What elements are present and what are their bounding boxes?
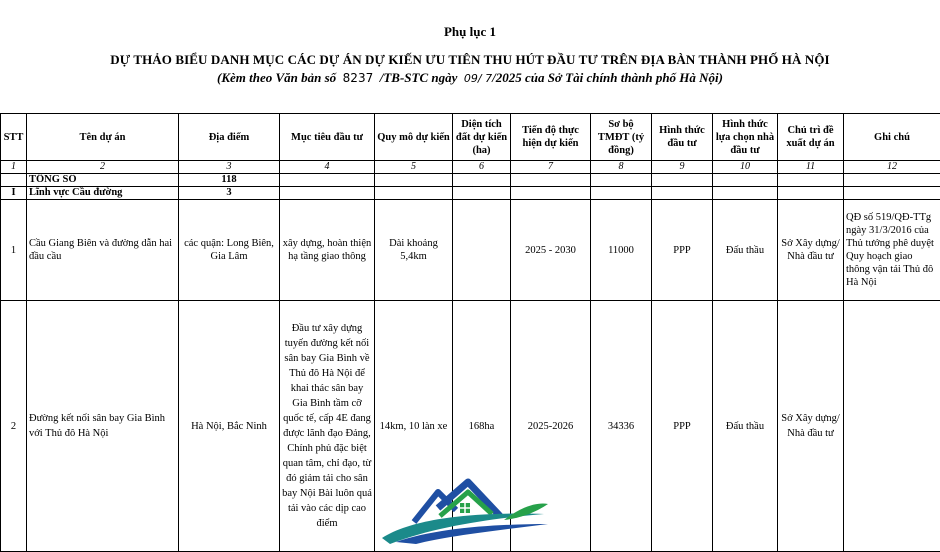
row-objective: Đầu tư xây dựng tuyến đường kết nối sân bay Gia Bình về Thủ đô Hà Nội để khai thác sân bay Gia Bình tầm cỡ quốc tế, cấp 4E đang được lãnh đạo Đảng, Chính phủ đặc biệt quan tâm, chỉ đạo, từ đó giảm tải cho sân bay Nội Bài luôn quá tải vào các dịp cao điểm	[280, 301, 375, 552]
header-name: Tên dự án	[27, 114, 179, 161]
leaf-shape	[504, 504, 548, 520]
row-location: Hà Nội, Bắc Ninh	[179, 301, 280, 552]
column-number: 10	[713, 161, 778, 174]
row-name: Đường kết nối sân bay Gia Bình với Thủ đô Hà Nội	[27, 301, 179, 552]
row-stt: 2	[1, 301, 27, 552]
sector-row	[1, 187, 940, 200]
column-number: 8	[591, 161, 652, 174]
subtitle-prefix: (Kèm theo Văn bản số	[217, 70, 336, 85]
sector-stt: I	[1, 187, 27, 200]
header-investment: Sơ bộ TMĐT (tỷ đồng)	[591, 114, 652, 161]
header-timeline: Tiến độ thực hiện dự kiến	[511, 114, 591, 161]
row-scale: Dài khoảng 5,4km	[375, 200, 453, 301]
header-note: Ghi chú	[844, 114, 940, 161]
column-number: 9	[652, 161, 713, 174]
sector-label: Lĩnh vực Cầu đường	[27, 187, 179, 200]
document-subtitle	[0, 70, 940, 86]
row-stt: 1	[1, 200, 27, 301]
watermark-logo-icon	[376, 476, 551, 544]
appendix-label: Phụ lục 1	[0, 24, 940, 40]
subtitle-mid: /TB-STC ngày	[380, 70, 458, 85]
row-note: QĐ số 519/QĐ-TTg ngày 31/3/2016 của Thủ tướng phê duyệt Quy hoạch giao thông vận tải Thủ đô Hà Nội	[844, 200, 940, 301]
column-number: 4	[280, 161, 375, 174]
row-objective: xây dựng, hoàn thiện hạ tầng giao thông	[280, 200, 375, 301]
row-timeline: 2025-2026	[511, 301, 591, 552]
header-objective: Mục tiêu đầu tư	[280, 114, 375, 161]
row-area: 168ha	[453, 301, 511, 552]
row-area	[453, 200, 511, 301]
column-number: 7	[511, 161, 591, 174]
column-number: 5	[375, 161, 453, 174]
total-count: 118	[179, 174, 280, 187]
header-selection: Hình thức lựa chọn nhà đầu tư	[713, 114, 778, 161]
row-location: các quận: Long Biên, Gia Lâm	[179, 200, 280, 301]
column-number: 6	[453, 161, 511, 174]
header-row	[1, 114, 940, 161]
row-investment: 11000	[591, 200, 652, 301]
row-selection: Đấu thầu	[713, 200, 778, 301]
column-number: 12	[844, 161, 940, 174]
row-proposer: Sở Xây dựng/ Nhà đầu tư	[778, 301, 844, 552]
column-number: 1	[1, 161, 27, 174]
row-form: PPP	[652, 200, 713, 301]
row-name: Cầu Giang Biên và đường dẫn hai đầu cầu	[27, 200, 179, 301]
header-proposer: Chủ trì đề xuất dự án	[778, 114, 844, 161]
row-selection: Đấu thầu	[713, 301, 778, 552]
header-stt: STT	[1, 114, 27, 161]
column-number: 3	[179, 161, 280, 174]
header-form: Hình thức đầu tư	[652, 114, 713, 161]
row-proposer: Sở Xây dựng/ Nhà đầu tư	[778, 200, 844, 301]
row-investment: 34336	[591, 301, 652, 552]
table-row	[1, 200, 940, 301]
column-number-row	[1, 161, 940, 174]
header-scale: Quy mô dự kiến	[375, 114, 453, 161]
row-note	[844, 301, 940, 552]
subtitle-suffix: /2025 của Sở Tài chính thành phố Hà Nội)	[492, 70, 723, 85]
doc-number: 8237	[343, 71, 374, 85]
row-timeline: 2025 - 2030	[511, 200, 591, 301]
header-area: Diện tích đất dự kiến (ha)	[453, 114, 511, 161]
document-title: DỰ THẢO BIỂU DANH MỤC CÁC DỰ ÁN DỰ KIẾN ƯU TIÊN THU HÚT ĐẦU TƯ TRÊN ĐỊA BÀN THÀNH PHỐ HÀ NỘI	[0, 52, 940, 68]
total-label: TỔNG SỐ	[27, 174, 179, 187]
doc-date: 09/ 7	[464, 72, 492, 85]
header-location: Địa điểm	[179, 114, 280, 161]
sector-count: 3	[179, 187, 280, 200]
column-number: 11	[778, 161, 844, 174]
total-row	[1, 174, 940, 187]
column-number: 2	[27, 161, 179, 174]
row-form: PPP	[652, 301, 713, 552]
row-scale: 14km, 10 làn xe	[375, 301, 453, 552]
